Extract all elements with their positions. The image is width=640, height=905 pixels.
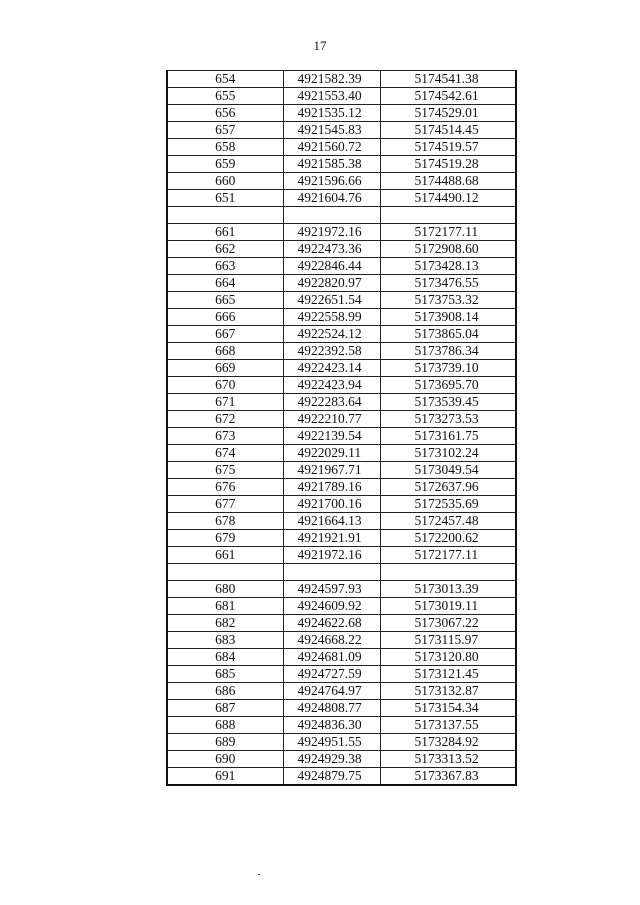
x-coordinate-cell: 4922210.77: [283, 411, 380, 428]
table-row: [167, 700, 516, 717]
point-number-cell: 690: [167, 751, 283, 768]
y-coordinate-cell: 5174542.61: [380, 88, 516, 105]
table-row: [167, 751, 516, 768]
x-coordinate-cell: 4924609.92: [283, 598, 380, 615]
point-number-cell: 689: [167, 734, 283, 751]
x-coordinate-cell: 4921700.16: [283, 496, 380, 513]
y-coordinate-cell: [380, 564, 516, 581]
point-number-cell: 651: [167, 190, 283, 207]
y-coordinate-cell: 5173476.55: [380, 275, 516, 292]
y-coordinate-cell: 5174529.01: [380, 105, 516, 122]
point-number-cell: 688: [167, 717, 283, 734]
x-coordinate-cell: 4922423.14: [283, 360, 380, 377]
x-coordinate-cell: 4922846.44: [283, 258, 380, 275]
y-coordinate-cell: 5173273.53: [380, 411, 516, 428]
table-row: [167, 105, 516, 122]
coordinates-table-body: [167, 71, 516, 786]
y-coordinate-cell: 5173154.34: [380, 700, 516, 717]
y-coordinate-cell: 5174488.68: [380, 173, 516, 190]
point-number-cell: 676: [167, 479, 283, 496]
x-coordinate-cell: 4922558.99: [283, 309, 380, 326]
x-coordinate-cell: 4924727.59: [283, 666, 380, 683]
point-number-cell: 670: [167, 377, 283, 394]
x-coordinate-cell: 4921535.12: [283, 105, 380, 122]
point-number-cell: 663: [167, 258, 283, 275]
point-number-cell: 667: [167, 326, 283, 343]
x-coordinate-cell: 4924668.22: [283, 632, 380, 649]
y-coordinate-cell: 5172177.11: [380, 547, 516, 564]
table-row: [167, 360, 516, 377]
table-row: [167, 445, 516, 462]
scan-speck: [258, 874, 260, 875]
x-coordinate-cell: 4922651.54: [283, 292, 380, 309]
x-coordinate-cell: 4921582.39: [283, 71, 380, 88]
point-number-cell: 687: [167, 700, 283, 717]
table-row: [167, 547, 516, 564]
table-row: [167, 343, 516, 360]
page-number: 17: [313, 38, 327, 53]
y-coordinate-cell: 5173013.39: [380, 581, 516, 598]
y-coordinate-cell: 5172200.62: [380, 530, 516, 547]
table-row: [167, 156, 516, 173]
y-coordinate-cell: 5174519.57: [380, 139, 516, 156]
table-row: [167, 258, 516, 275]
y-coordinate-cell: 5173120.80: [380, 649, 516, 666]
point-number-cell: 675: [167, 462, 283, 479]
x-coordinate-cell: 4921553.40: [283, 88, 380, 105]
point-number-cell: 672: [167, 411, 283, 428]
x-coordinate-cell: 4924681.09: [283, 649, 380, 666]
point-number-cell: 656: [167, 105, 283, 122]
y-coordinate-cell: 5173161.75: [380, 428, 516, 445]
y-coordinate-cell: 5173137.55: [380, 717, 516, 734]
point-number-cell: 664: [167, 275, 283, 292]
point-number-cell: 658: [167, 139, 283, 156]
y-coordinate-cell: 5173284.92: [380, 734, 516, 751]
x-coordinate-cell: 4921972.16: [283, 547, 380, 564]
x-coordinate-cell: 4921664.13: [283, 513, 380, 530]
point-number-cell: 681: [167, 598, 283, 615]
point-number-cell: 668: [167, 343, 283, 360]
table-row: [167, 598, 516, 615]
table-row: [167, 88, 516, 105]
x-coordinate-cell: 4921789.16: [283, 479, 380, 496]
table-row: [167, 411, 516, 428]
y-coordinate-cell: 5173865.04: [380, 326, 516, 343]
x-coordinate-cell: [283, 564, 380, 581]
y-coordinate-cell: 5174514.45: [380, 122, 516, 139]
y-coordinate-cell: 5173695.70: [380, 377, 516, 394]
y-coordinate-cell: 5173132.87: [380, 683, 516, 700]
table-row: [167, 581, 516, 598]
y-coordinate-cell: 5173102.24: [380, 445, 516, 462]
table-row: [167, 190, 516, 207]
x-coordinate-cell: 4921585.38: [283, 156, 380, 173]
y-coordinate-cell: 5173367.83: [380, 768, 516, 786]
table-row: [167, 309, 516, 326]
x-coordinate-cell: 4921972.16: [283, 224, 380, 241]
x-coordinate-cell: 4922820.97: [283, 275, 380, 292]
table-row: [167, 71, 516, 88]
x-coordinate-cell: 4924836.30: [283, 717, 380, 734]
y-coordinate-cell: 5174541.38: [380, 71, 516, 88]
x-coordinate-cell: 4921921.91: [283, 530, 380, 547]
table-row: [167, 666, 516, 683]
y-coordinate-cell: 5173049.54: [380, 462, 516, 479]
table-row: [167, 615, 516, 632]
y-coordinate-cell: 5172177.11: [380, 224, 516, 241]
y-coordinate-cell: 5174519.28: [380, 156, 516, 173]
table-row: [167, 224, 516, 241]
y-coordinate-cell: 5173908.14: [380, 309, 516, 326]
point-number-cell: 683: [167, 632, 283, 649]
point-number-cell: 655: [167, 88, 283, 105]
point-number-cell: 662: [167, 241, 283, 258]
point-number-cell: 686: [167, 683, 283, 700]
y-coordinate-cell: 5173428.13: [380, 258, 516, 275]
x-coordinate-cell: 4924764.97: [283, 683, 380, 700]
table-row: [167, 275, 516, 292]
y-coordinate-cell: 5173019.11: [380, 598, 516, 615]
y-coordinate-cell: 5173739.10: [380, 360, 516, 377]
table-row: [167, 734, 516, 751]
y-coordinate-cell: [380, 207, 516, 224]
table-row: [167, 122, 516, 139]
point-number-cell: 654: [167, 71, 283, 88]
y-coordinate-cell: 5172637.96: [380, 479, 516, 496]
table-row: [167, 717, 516, 734]
point-number-cell: 680: [167, 581, 283, 598]
table-row: [167, 394, 516, 411]
x-coordinate-cell: 4922423.94: [283, 377, 380, 394]
x-coordinate-cell: 4922139.54: [283, 428, 380, 445]
point-number-cell: 673: [167, 428, 283, 445]
x-coordinate-cell: 4924879.75: [283, 768, 380, 786]
x-coordinate-cell: 4922283.64: [283, 394, 380, 411]
point-number-cell: [167, 564, 283, 581]
table-separator-row: [167, 564, 516, 581]
x-coordinate-cell: 4922392.58: [283, 343, 380, 360]
x-coordinate-cell: 4921967.71: [283, 462, 380, 479]
table-row: [167, 292, 516, 309]
point-number-cell: 679: [167, 530, 283, 547]
x-coordinate-cell: 4924808.77: [283, 700, 380, 717]
point-number-cell: 682: [167, 615, 283, 632]
x-coordinate-cell: 4921596.66: [283, 173, 380, 190]
point-number-cell: 691: [167, 768, 283, 786]
table-row: [167, 632, 516, 649]
table-row: [167, 139, 516, 156]
point-number-cell: [167, 207, 283, 224]
x-coordinate-cell: 4922473.36: [283, 241, 380, 258]
point-number-cell: 685: [167, 666, 283, 683]
x-coordinate-cell: 4924597.93: [283, 581, 380, 598]
table-separator-row: [167, 207, 516, 224]
table-row: [167, 173, 516, 190]
point-number-cell: 660: [167, 173, 283, 190]
x-coordinate-cell: 4921560.72: [283, 139, 380, 156]
table-row: [167, 428, 516, 445]
x-coordinate-cell: 4924622.68: [283, 615, 380, 632]
point-number-cell: 669: [167, 360, 283, 377]
x-coordinate-cell: 4922524.12: [283, 326, 380, 343]
table-row: [167, 649, 516, 666]
y-coordinate-cell: 5172908.60: [380, 241, 516, 258]
point-number-cell: 671: [167, 394, 283, 411]
point-number-cell: 678: [167, 513, 283, 530]
point-number-cell: 677: [167, 496, 283, 513]
y-coordinate-cell: 5172535.69: [380, 496, 516, 513]
y-coordinate-cell: 5174490.12: [380, 190, 516, 207]
x-coordinate-cell: [283, 207, 380, 224]
y-coordinate-cell: 5173067.22: [380, 615, 516, 632]
point-number-cell: 674: [167, 445, 283, 462]
table-row: [167, 530, 516, 547]
table-row: [167, 513, 516, 530]
point-number-cell: 657: [167, 122, 283, 139]
point-number-cell: 661: [167, 224, 283, 241]
table-row: [167, 496, 516, 513]
point-number-cell: 665: [167, 292, 283, 309]
table-row: [167, 683, 516, 700]
y-coordinate-cell: 5172457.48: [380, 513, 516, 530]
y-coordinate-cell: 5173539.45: [380, 394, 516, 411]
table-row: [167, 326, 516, 343]
y-coordinate-cell: 5173753.32: [380, 292, 516, 309]
x-coordinate-cell: 4924929.38: [283, 751, 380, 768]
point-number-cell: 684: [167, 649, 283, 666]
x-coordinate-cell: 4924951.55: [283, 734, 380, 751]
y-coordinate-cell: 5173115.97: [380, 632, 516, 649]
table-row: [167, 462, 516, 479]
point-number-cell: 661: [167, 547, 283, 564]
coordinates-table: [166, 70, 517, 786]
table-row: [167, 768, 516, 786]
table-row: [167, 377, 516, 394]
table-row: [167, 241, 516, 258]
table-row: [167, 479, 516, 496]
y-coordinate-cell: 5173313.52: [380, 751, 516, 768]
y-coordinate-cell: 5173786.34: [380, 343, 516, 360]
x-coordinate-cell: 4922029.11: [283, 445, 380, 462]
point-number-cell: 666: [167, 309, 283, 326]
x-coordinate-cell: 4921545.83: [283, 122, 380, 139]
y-coordinate-cell: 5173121.45: [380, 666, 516, 683]
x-coordinate-cell: 4921604.76: [283, 190, 380, 207]
point-number-cell: 659: [167, 156, 283, 173]
